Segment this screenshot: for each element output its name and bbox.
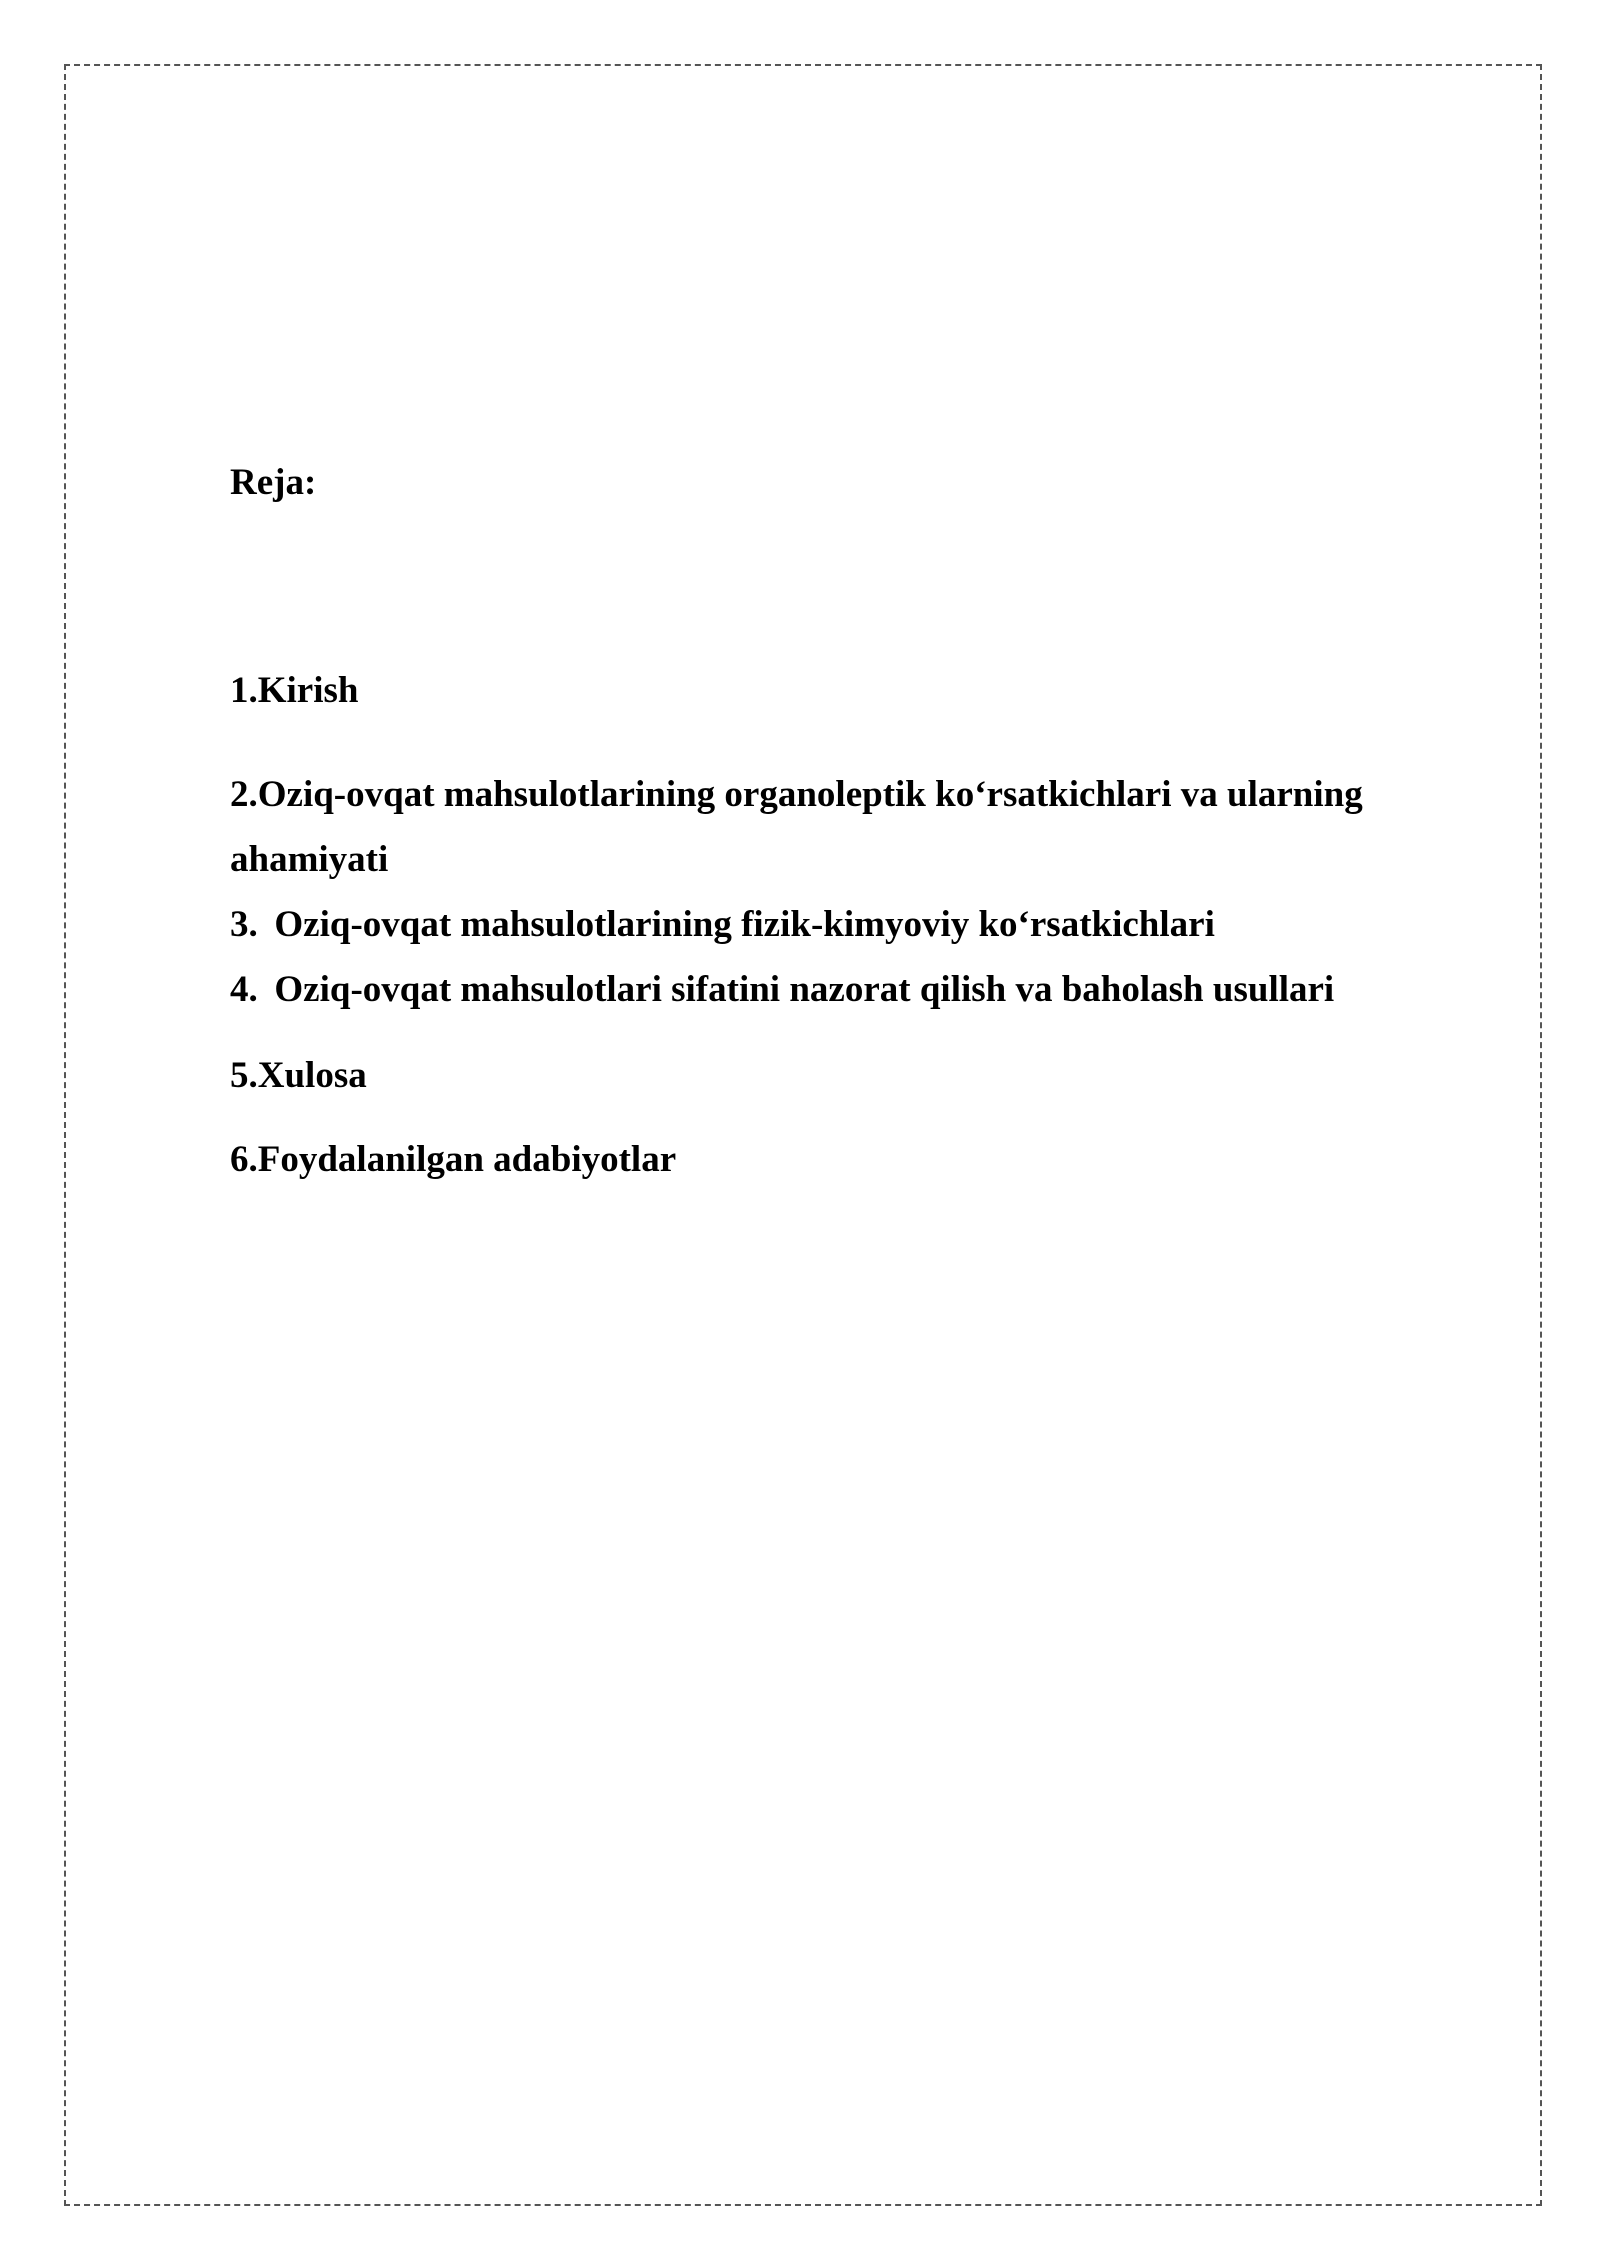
toc-item-number: 2. bbox=[230, 774, 258, 815]
toc-item-number: 5. bbox=[230, 1055, 258, 1096]
toc-item-organoleptic bbox=[230, 762, 1363, 892]
toc-item-text-continuation: ahamiyati bbox=[230, 839, 389, 880]
plan-heading: Reja: bbox=[230, 462, 317, 503]
toc-item-number: 3. bbox=[230, 904, 258, 945]
toc-item-references bbox=[230, 1127, 676, 1192]
toc-item-physicochemical bbox=[230, 892, 1215, 957]
toc-item-number: 4. bbox=[230, 969, 258, 1010]
toc-item-text: Xulosa bbox=[257, 1055, 367, 1096]
toc-item-number: 6. bbox=[230, 1139, 258, 1180]
toc-item-text: Kirish bbox=[257, 670, 359, 711]
toc-item-text: Oziq-ovqat mahsulotlari sifatini nazorat qilish va baholash usullari bbox=[274, 969, 1335, 1010]
toc-item-conclusion bbox=[230, 1043, 367, 1108]
toc-item-number: 1. bbox=[230, 670, 258, 711]
toc-item-introduction bbox=[230, 658, 359, 723]
toc-item-text: Oziq-ovqat mahsulotlarining fizik-kimyoviy ko‘rsatkichlari bbox=[274, 904, 1215, 945]
toc-item-quality-control bbox=[230, 957, 1334, 1022]
toc-item-text: Foydalanilgan adabiyotlar bbox=[257, 1139, 677, 1180]
toc-item-text: Oziq-ovqat mahsulotlarining organoleptik ko‘rsatkichlari va ularning bbox=[257, 774, 1363, 815]
